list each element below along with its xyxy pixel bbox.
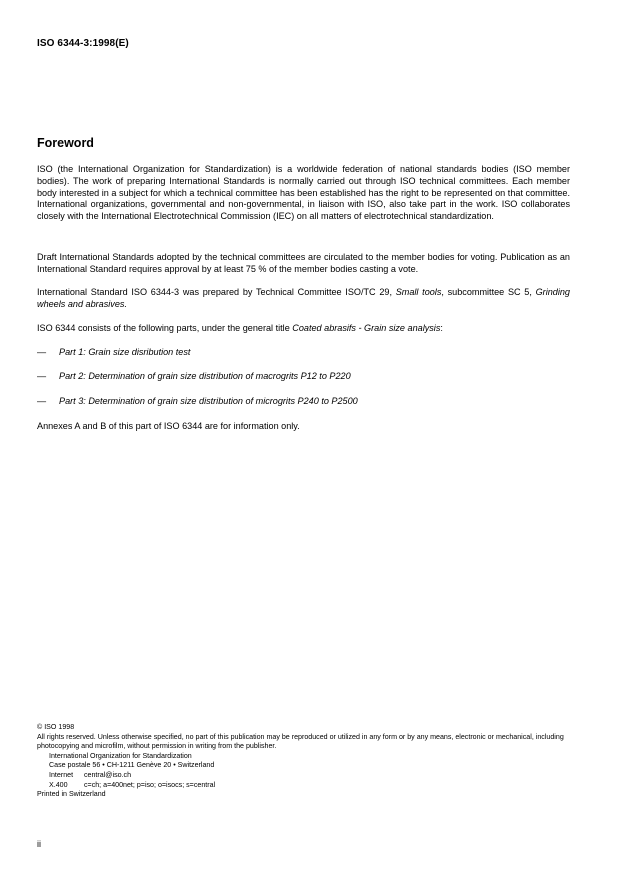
organization-name: International Organization for Standardization	[49, 751, 192, 760]
foreword-paragraph-5: Annexes A and B of this part of ISO 6344 are for information only.	[37, 421, 300, 431]
paragraph-4-text-b: :	[440, 323, 443, 333]
foreword-heading: Foreword	[37, 136, 94, 150]
internet-contact	[37, 771, 582, 781]
x400-value: c=ch; a=400net; p=iso; o=isocs; s=central	[84, 780, 216, 789]
general-title: Coated abrasifs - Grain size analysis	[292, 323, 441, 333]
list-item	[37, 371, 351, 383]
committee-name: Small tools	[395, 287, 442, 297]
part-title: Part 3: Determination of grain size distribution of microgrits P240 to P2500	[59, 396, 358, 406]
internet-value: central@iso.ch	[84, 770, 132, 779]
foreword-paragraph-1: ISO (the International Organization for Standardization) is a worldwide federation of national standards bodies (ISO member bodies). The work of preparing International Standards is normally carried out through ISO technical committees. Each member body interested in a subject for which a technical committee has been established has the right to be represented on that committee. International organizations, governmental and non-governmental, in liaison with ISO, also take part in the work. ISO collaborates closely with the International Electrotechnical Commission (IEC) on all matters of electrotechnical standardization.	[37, 164, 570, 222]
paragraph-3-text-a: International Standard ISO 6344-3 was prepared by Technical Committee ISO/TC 29,	[37, 287, 396, 297]
postal-address: Case postale 56 • CH-1211 Genève 20 • Switzerland	[49, 761, 215, 770]
printed-in: Printed in Switzerland	[37, 790, 106, 799]
foreword-paragraph-3	[37, 287, 570, 311]
page-number: ii	[37, 839, 41, 849]
internet-label: Internet	[49, 770, 74, 779]
list-item	[37, 347, 190, 359]
dash-bullet: —	[37, 371, 47, 381]
copyright-footer	[37, 723, 582, 800]
x400-label: X.400	[49, 780, 68, 789]
document-id-header: ISO 6344-3:1998(E)	[37, 38, 129, 49]
x400-contact	[37, 781, 582, 791]
copyright-line: © ISO 1998	[37, 723, 75, 731]
rights-notice: All rights reserved. Unless otherwise specified, no part of this publication may be reproduced or utilized in any form or by any means, electronic or mechanical, including photocopying and microfilm, without permission in writing from the publisher.	[37, 732, 564, 751]
list-item	[37, 396, 358, 408]
subcommittee-name: Grinding wheels and abrasives.	[37, 287, 570, 309]
paragraph-4-text-a: ISO 6344 consists of the following parts, under the general title	[37, 323, 293, 333]
part-title: Part 1: Grain size disribution test	[59, 347, 191, 357]
paragraph-3-text-b: , subcommittee SC 5,	[441, 287, 536, 297]
dash-bullet: —	[37, 396, 47, 406]
foreword-paragraph-2: Draft International Standards adopted by the technical committees are circulated to the member bodies for voting. Publication as an International Standard requires approval by at least 75 % of the member bodies casting a vote.	[37, 252, 570, 274]
part-title: Part 2: Determination of grain size distribution of macrogrits P12 to P220	[59, 371, 351, 381]
foreword-paragraph-4	[37, 323, 570, 335]
dash-bullet: —	[37, 347, 47, 357]
